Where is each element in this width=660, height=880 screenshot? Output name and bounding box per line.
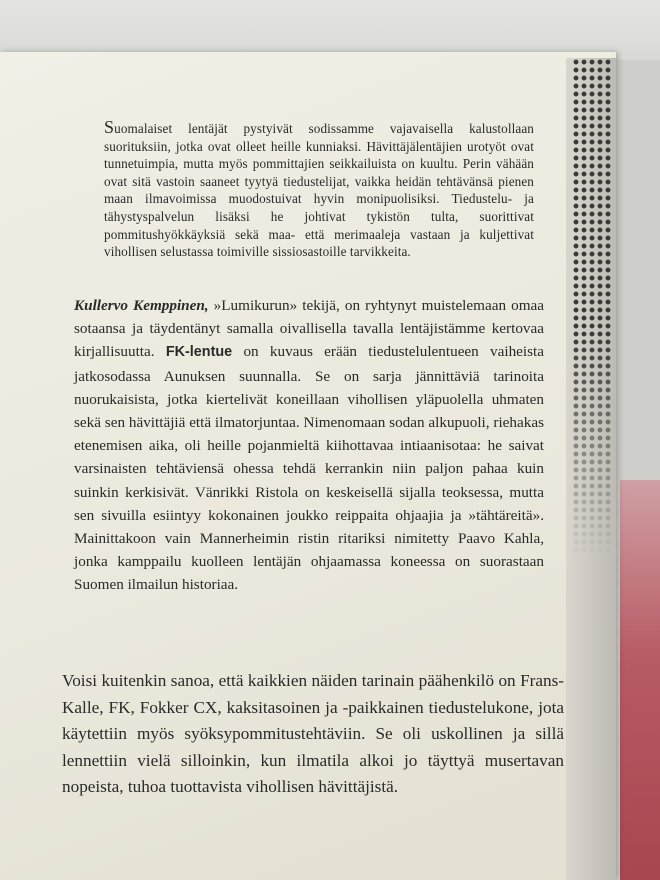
drop-cap: S <box>104 117 115 137</box>
book-text-start: »Lumikurun» tekijä, on ryhtynyt muistelemaan omaa sotaansa ja täydentänyt samalla oivallisella tavalla lentäjistämme kertovaa kirjallisuutta. <box>74 297 544 361</box>
author-name: Kullervo Kemppinen, <box>74 297 209 314</box>
blurb-paragraph-intro <box>104 117 534 261</box>
intro-text: uomalaiset lentäjät pystyivät sodissamme vajavaisella kalustollaan suorituksiin, jotka ovat olleet heille kunniaksi. Hävittäjälentäjien urotyöt ovat tunnetuimpia, mutta myös pommittajien seikkailuista on kuultu. Perin vähään ovat sitä vastoin saaneet tyytyä tiedustelijat, vaikka heidän tehtävänsä pienen maan ilmavoimissa muodostuivat hyvin monipuolisiksi. Tiedustelu- ja tähystyspalvelun lisäksi he johtivat tykistön tulta, suorittivat pommitushyökkäyksiä sekä maa- että merimaaleja vastaan ja kuljettivat vihollisen selustassa toimiville sissiosastoille tarvikkeita. <box>104 121 534 260</box>
book-text-end: on kuvaus erään tiedustelulentueen vaiheista jatkosodassa Aunuksen suunnalla. Se on sarja jännittäviä tarinoita nuorukaisista, jotka kiertelivät koneillaan vihollisen yläpuolella uhmaten sekä sen hävittäjiä että ilmatorjuntaa. Nimenomaan sodan alkupuoli, riehakas etenemisen aika, oli heille pojanmieltä kiihottavaa intiaanisotaa: he saivat varsinaisten tehtäviensä ohessa tehdä kerrankin niin paljon pahaa kuin suinkin kerkisivät. Vänrikki Ristola on keskeisellä sijalla teoksessa, mutta sen sivuilla esiintyy kokonainen joukko reippaita ohjaajia ja »tähtäreitä». Mainittakoon vain Mannerheimin ristin ritariksi nimitetty Paavo Kahla, jonka kamppailu kuolleen lentäjän ohjaamassa koneessa on suorastaan Suomen ilmailun historiaa. <box>74 343 544 594</box>
aircraft-text: Voisi kuitenkin sanoa, että kaikkien näiden tarinain päähenkilö on Frans-Kalle, FK, Fokker CX, kaksitasoinen ja -paikkainen tiedustelukone, jota käytettiin myös syöksypommitustehtäviin. Se oli uskollinen ja sillä lennettiin vielä silloinkin, kun ilmatila alkoi jo täyttyä musertavan nopeista, tuhoa tuottavista vihollisen hävittäjistä. <box>62 671 564 797</box>
dot-pattern <box>572 58 612 558</box>
background-red-object <box>620 480 660 880</box>
blurb-paragraph-book <box>74 294 544 597</box>
book-title: FK-lentue <box>165 344 233 361</box>
blurb-paragraph-aircraft <box>62 668 564 801</box>
book-spine <box>566 58 616 880</box>
background-surface <box>0 0 660 60</box>
